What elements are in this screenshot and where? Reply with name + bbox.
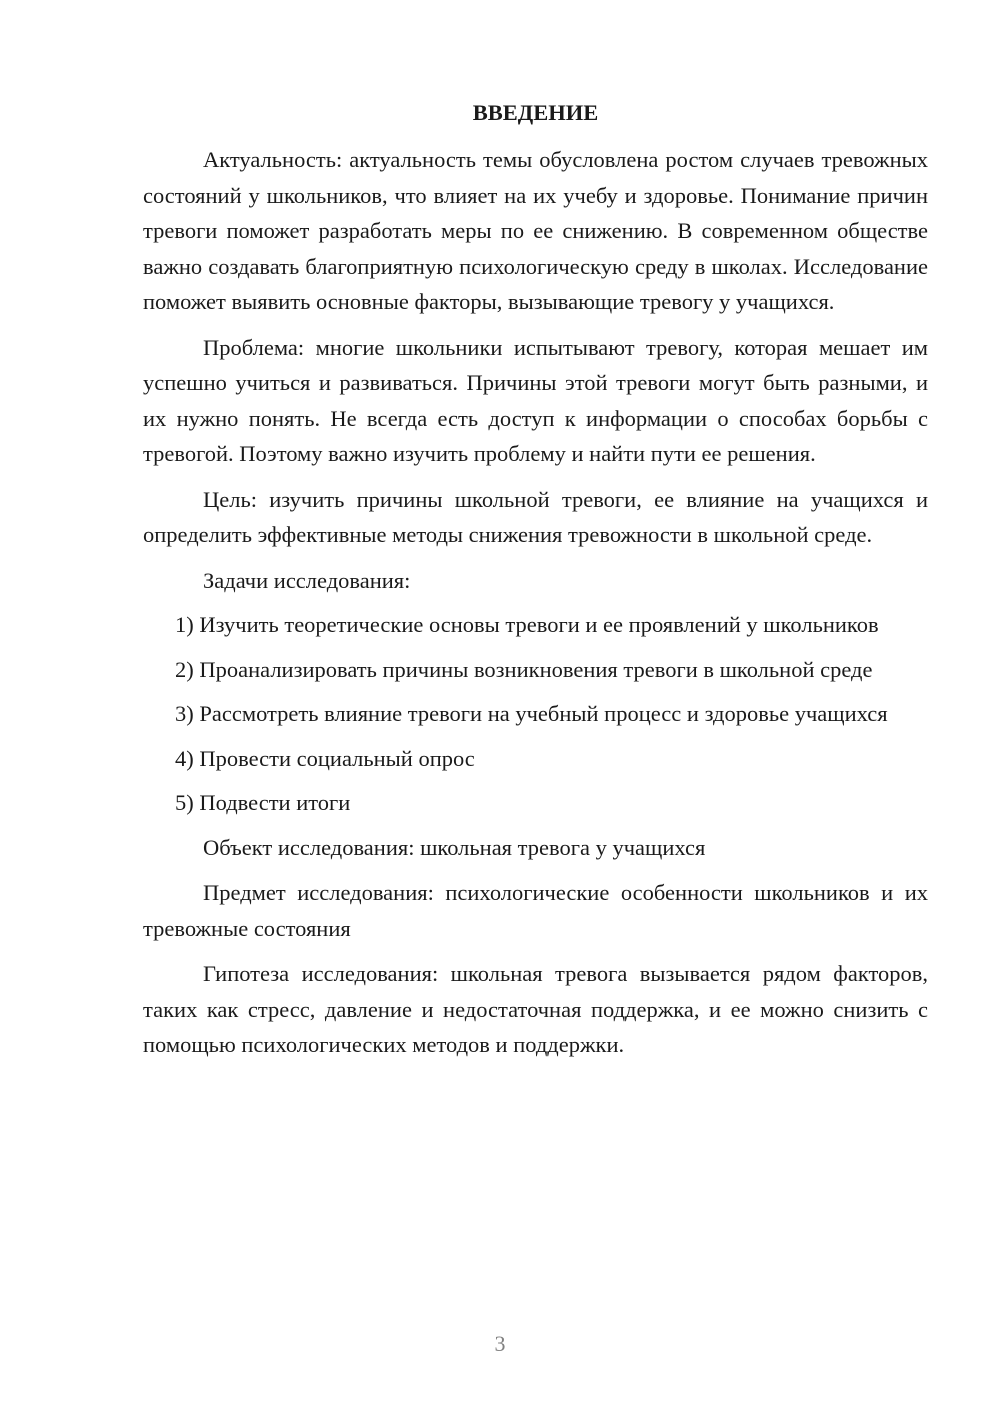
tasks-heading: Задачи исследования: (203, 567, 411, 593)
subject-paragraph: Предмет исследования: психологические особенности школьников и их тревожные состояния (143, 880, 928, 941)
document-page (143, 95, 928, 1073)
object-paragraph: Объект исследования: школьная тревога у учащихся (203, 834, 706, 860)
page-title: ВВЕДЕНИЕ (472, 100, 599, 125)
page-number: 3 (494, 1331, 506, 1356)
task-item-3: 3) Рассмотреть влияние тревоги на учебный процесс и здоровье учащихся (175, 701, 888, 726)
task-item-4: 4) Провести социальный опрос (175, 745, 475, 771)
task-item-1: 1) Изучить теоретические основы тревоги и ее проявлений у школьников (175, 612, 879, 637)
task-item-5: 5) Подвести итоги (175, 790, 351, 815)
goal-paragraph: Цель: изучить причины школьной тревоги, ее влияние на учащихся и определить эффективные методы снижения тревожности в школьной среде. (143, 486, 928, 547)
hypothesis-paragraph: Гипотеза исследования: школьная тревога вызывается рядом факторов, таких как стресс, давление и недостаточная поддержка, и ее можно снизить с помощью психологических методов и поддержки. (143, 961, 928, 1057)
task-item-2: 2) Проанализировать причины возникновения тревоги в школьной среде (175, 656, 873, 682)
relevance-paragraph: Актуальность: актуальность темы обусловлена ростом случаев тревожных состояний у школьников, что влияет на их учебу и здоровье. Понимание причин тревоги поможет разработать меры по ее снижению. В современном обществе важно создавать благоприятную психологическую среду в школах. Исследование поможет выявить основные факторы, вызывающие тревогу у учащихся. (143, 147, 928, 314)
problem-paragraph: Проблема: многие школьники испытывают тревогу, которая мешает им успешно учиться и развиваться. Причины этой тревоги могут быть разными, и их нужно понять. Не всегда есть доступ к информации о способах борьбы с тревогой. Поэтому важно изучить проблему и найти пути ее решения. (143, 334, 928, 466)
